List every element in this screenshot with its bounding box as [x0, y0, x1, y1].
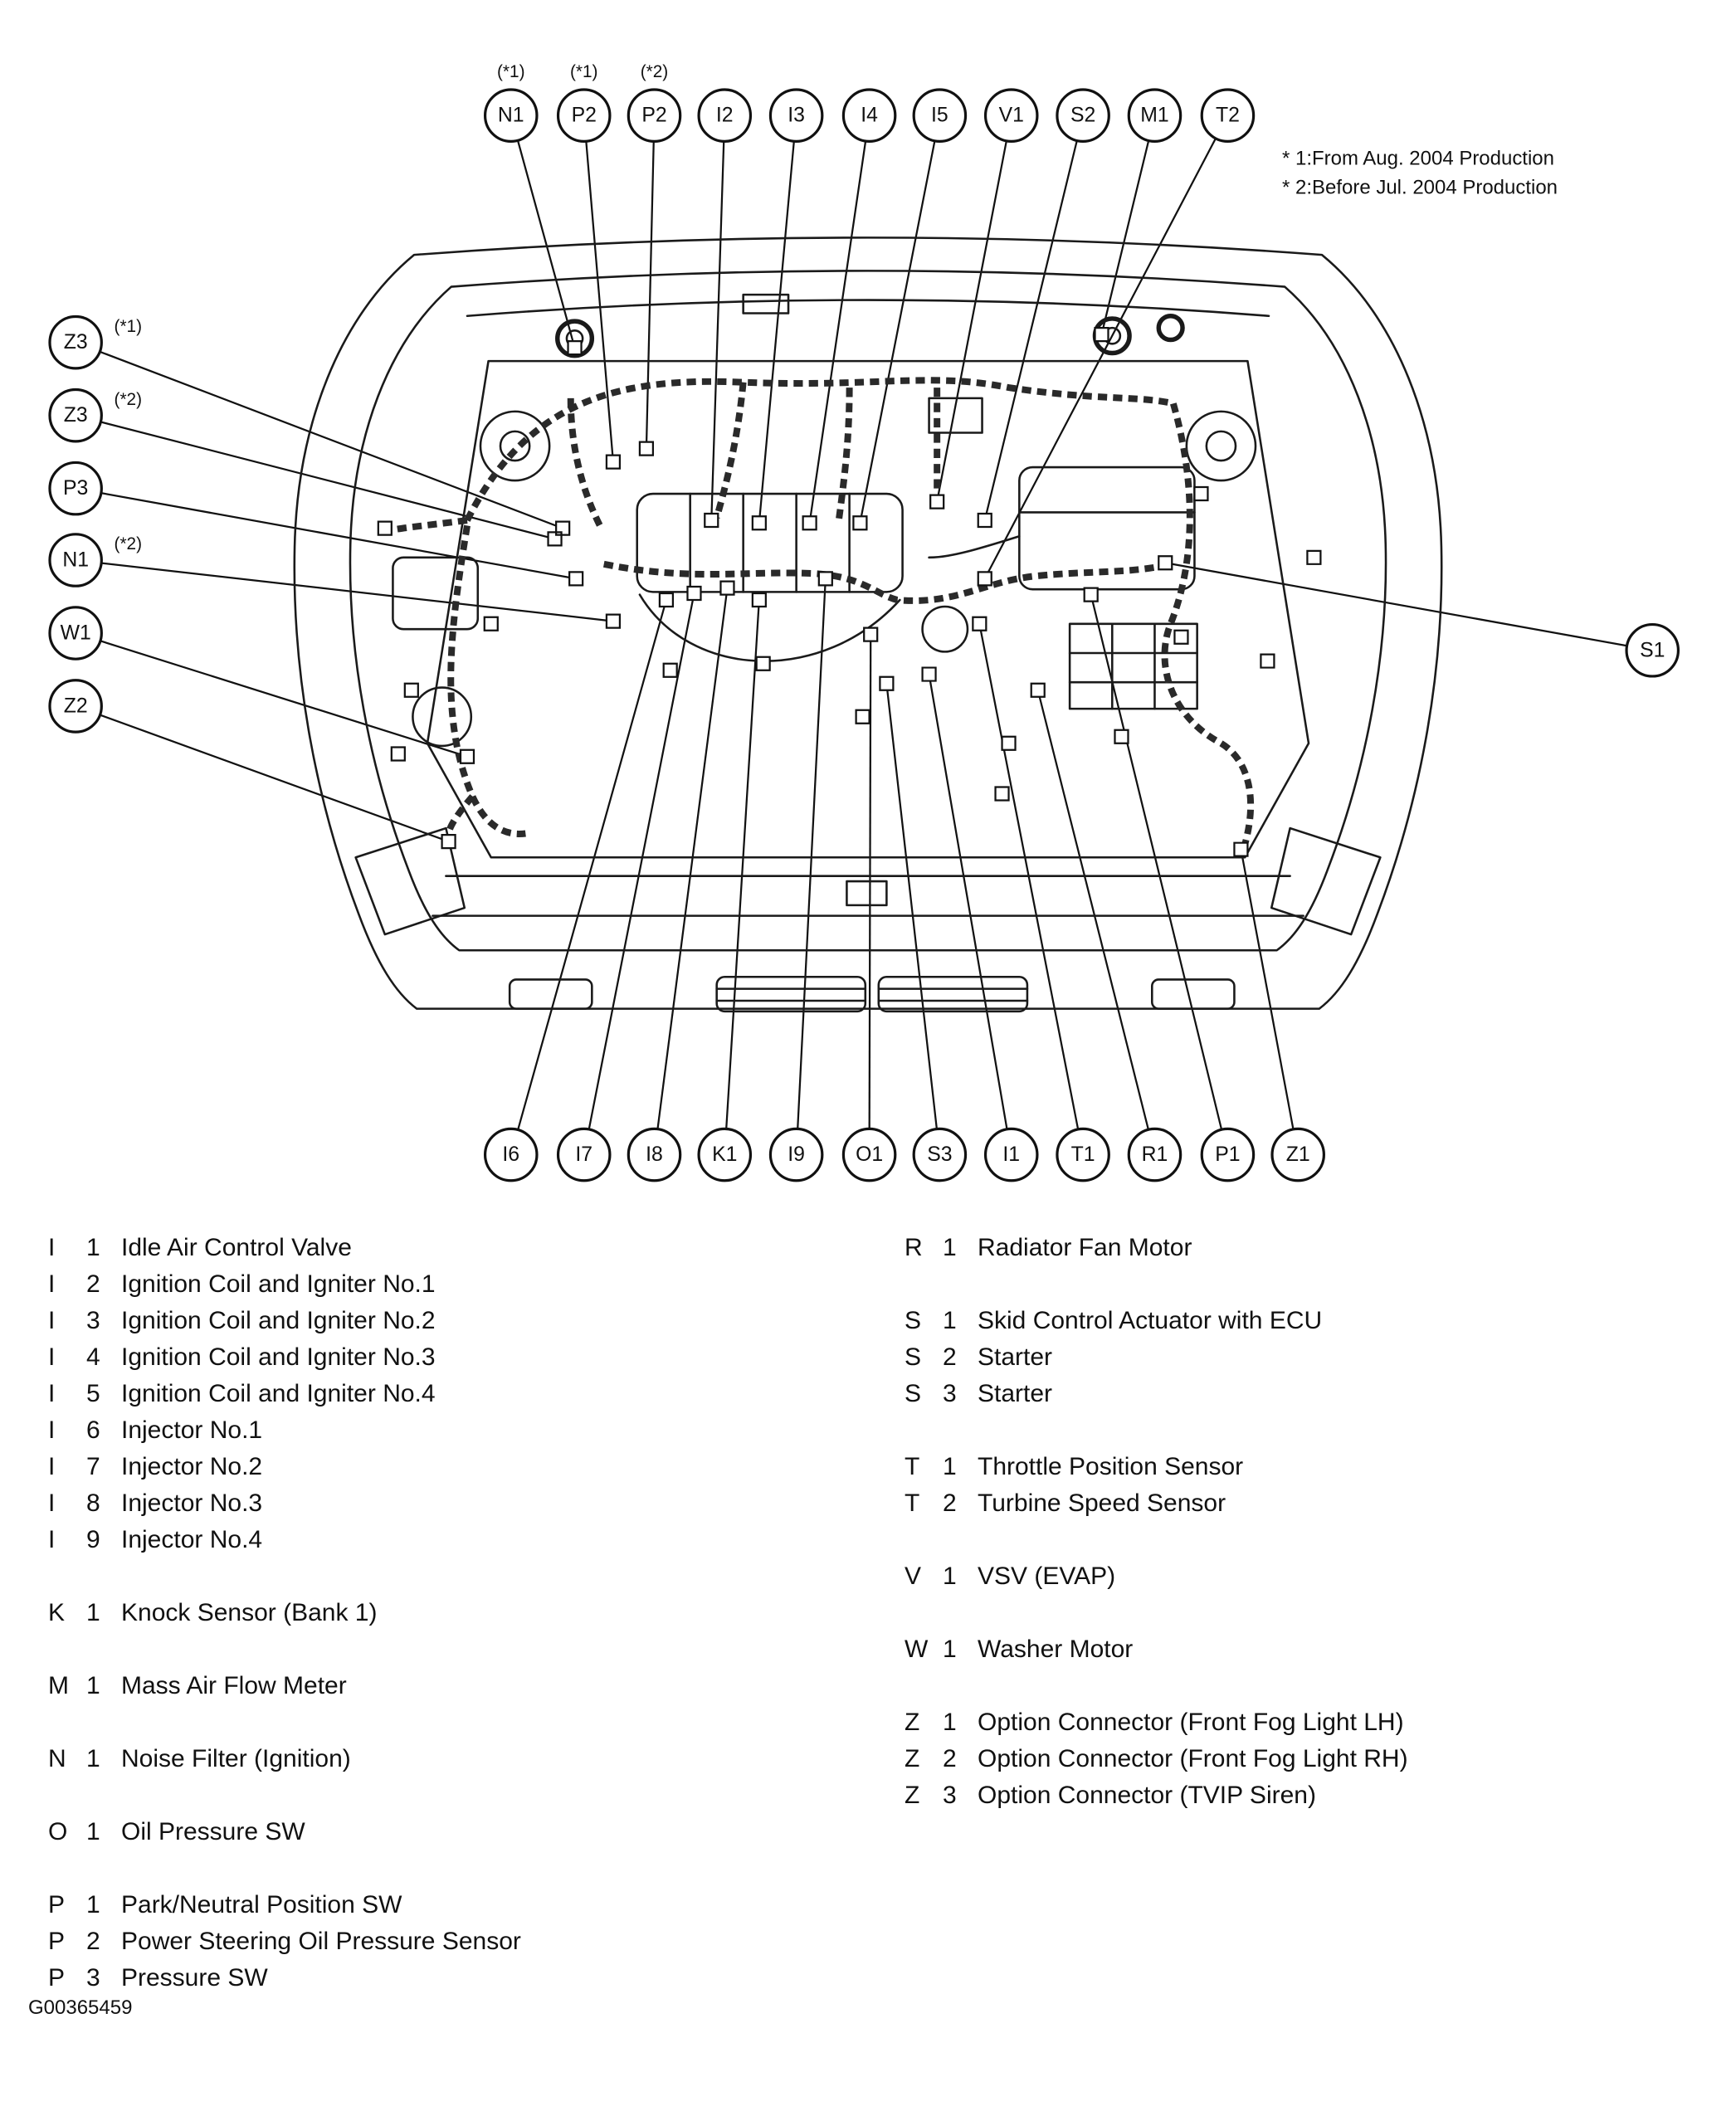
callout-bottom-i1 — [986, 1129, 1037, 1180]
legend-letter: I — [48, 1416, 56, 1444]
callout-label: N1 — [497, 104, 524, 127]
legend-desc: Throttle Position Sensor — [978, 1453, 1244, 1480]
production-note-2: * 2:Before Jul. 2004 Production — [1282, 176, 1558, 199]
callout-label: Z2 — [63, 695, 88, 718]
callout-label: M1 — [1140, 104, 1169, 127]
legend-letter: I — [48, 1343, 56, 1371]
callout-bottom-p1 — [1202, 1129, 1253, 1180]
legend-letter: S — [905, 1343, 922, 1371]
callout-label: P2 — [641, 104, 667, 127]
legend-letter: S — [905, 1307, 922, 1334]
callout-label: P2 — [571, 104, 597, 127]
legend-desc: Option Connector (Front Fog Light LH) — [978, 1709, 1404, 1736]
legend-letter: Z — [905, 1709, 920, 1736]
callout-note: (*2) — [114, 534, 143, 554]
callout-label: T1 — [1070, 1143, 1095, 1167]
legend-letter: M — [48, 1672, 69, 1699]
legend-desc: Injector No.4 — [121, 1526, 263, 1553]
legend-column-right — [905, 1230, 1701, 1814]
legend-desc: Ignition Coil and Igniter No.3 — [121, 1343, 436, 1371]
legend-item — [48, 1485, 861, 1522]
callout-label: P1 — [1215, 1143, 1241, 1167]
legend-group-gap — [48, 1850, 861, 1887]
callout-left-z3-b — [50, 389, 142, 441]
callout-left-n1 — [50, 534, 142, 586]
callout-label: N1 — [62, 548, 90, 572]
legend-desc: Pressure SW — [121, 1964, 268, 1992]
legend-item — [905, 1631, 1701, 1668]
legend-desc: Oil Pressure SW — [121, 1818, 305, 1845]
legend-number: 8 — [86, 1489, 100, 1517]
legend-number: 1 — [943, 1453, 957, 1480]
legend-letter: I — [48, 1453, 56, 1480]
callout-note: (*2) — [640, 61, 669, 81]
legend-desc: Option Connector (TVIP Siren) — [978, 1782, 1316, 1809]
legend-desc: Idle Air Control Valve — [121, 1234, 352, 1261]
legend-item — [905, 1303, 1701, 1339]
legend-number: 6 — [86, 1416, 100, 1444]
callout-label: T2 — [1215, 104, 1240, 127]
legend-item — [48, 1449, 861, 1485]
callout-label: I5 — [931, 104, 948, 127]
legend-desc: VSV (EVAP) — [978, 1563, 1116, 1590]
engine-bay-illustration — [295, 237, 1441, 1011]
legend-desc: Knock Sensor (Bank 1) — [121, 1599, 378, 1626]
legend-group-gap — [905, 1412, 1701, 1449]
legend-desc: Starter — [978, 1380, 1053, 1407]
legend-number: 3 — [86, 1964, 100, 1992]
callout-label: Z3 — [63, 404, 88, 427]
legend-number: 1 — [943, 1563, 957, 1590]
callout-left-z3-a — [50, 317, 142, 368]
legend-desc: Ignition Coil and Igniter No.2 — [121, 1307, 436, 1334]
callout-label: I7 — [575, 1143, 593, 1167]
callout-top-i5 — [914, 90, 965, 141]
legend-desc: Option Connector (Front Fog Light RH) — [978, 1745, 1408, 1772]
figure-id: G00365459 — [28, 1996, 133, 2019]
legend-item — [905, 1449, 1701, 1485]
legend-number: 3 — [943, 1380, 957, 1407]
legend-number: 1 — [943, 1709, 957, 1736]
legend-number: 1 — [943, 1636, 957, 1663]
callout-top-v1 — [986, 90, 1037, 141]
production-note-1: * 1:From Aug. 2004 Production — [1282, 147, 1554, 170]
callout-bottom-i8 — [628, 1129, 680, 1180]
callout-label: S1 — [1640, 639, 1665, 662]
legend-number: 1 — [86, 1891, 100, 1918]
legend-letter: I — [48, 1380, 56, 1407]
callout-bottom-t1 — [1057, 1129, 1109, 1180]
callout-label: I3 — [788, 104, 805, 127]
callout-bottom-i6 — [485, 1129, 537, 1180]
callout-top-n1 — [485, 62, 537, 142]
legend-number: 1 — [943, 1234, 957, 1261]
legend-letter: K — [48, 1599, 66, 1626]
legend-letter: P — [48, 1964, 66, 1992]
legend-letter: P — [48, 1891, 66, 1918]
callout-label: P3 — [63, 477, 89, 500]
callout-bottom-k1 — [699, 1129, 750, 1180]
legend-letter: I — [48, 1270, 56, 1298]
callout-note: (*1) — [114, 316, 143, 336]
legend-group-gap — [905, 1522, 1701, 1558]
legend-letter: I — [48, 1307, 56, 1334]
callout-top-m1 — [1129, 90, 1180, 141]
legend-item — [48, 1522, 861, 1558]
legend-desc: Starter — [978, 1343, 1053, 1371]
legend-item — [905, 1230, 1701, 1266]
callout-bottom-r1 — [1129, 1129, 1180, 1180]
callout-top-i2 — [699, 90, 750, 141]
callout-bottom-i7 — [558, 1129, 610, 1180]
legend-column-left — [48, 1230, 861, 1996]
callout-label: S3 — [927, 1143, 953, 1167]
legend-item — [48, 1303, 861, 1339]
legend-desc: Turbine Speed Sensor — [978, 1489, 1226, 1517]
legend-item — [905, 1777, 1701, 1814]
callout-bottom-s3 — [914, 1129, 965, 1180]
legend-number: 1 — [86, 1234, 100, 1261]
legend-item — [905, 1376, 1701, 1412]
callout-note: (*2) — [114, 389, 143, 409]
callout-note: (*1) — [497, 61, 525, 81]
legend-desc: Injector No.2 — [121, 1453, 263, 1480]
legend-letter: V — [905, 1563, 922, 1590]
legend — [0, 1230, 1736, 2043]
legend-number: 1 — [86, 1672, 100, 1699]
callout-label: I9 — [788, 1143, 805, 1167]
legend-item — [48, 1923, 861, 1960]
legend-item — [48, 1741, 861, 1777]
legend-letter: R — [905, 1234, 923, 1261]
legend-letter: T — [905, 1489, 920, 1517]
legend-item — [905, 1339, 1701, 1376]
callout-top-i3 — [770, 90, 822, 141]
legend-number: 1 — [943, 1307, 957, 1334]
legend-number: 1 — [86, 1745, 100, 1772]
legend-desc: Ignition Coil and Igniter No.1 — [121, 1270, 436, 1298]
legend-item — [48, 1595, 861, 1631]
legend-desc: Noise Filter (Ignition) — [121, 1745, 351, 1772]
callout-label: Z3 — [63, 331, 88, 354]
legend-letter: Z — [905, 1782, 920, 1809]
legend-group-gap — [48, 1631, 861, 1668]
legend-number: 3 — [943, 1782, 957, 1809]
legend-desc: Injector No.3 — [121, 1489, 263, 1517]
legend-number: 7 — [86, 1453, 100, 1480]
legend-letter: T — [905, 1453, 920, 1480]
legend-group-gap — [905, 1668, 1701, 1704]
legend-number: 2 — [943, 1745, 957, 1772]
legend-letter: Z — [905, 1745, 920, 1772]
legend-desc: Injector No.1 — [121, 1416, 263, 1444]
legend-number: 4 — [86, 1343, 100, 1371]
legend-item — [48, 1814, 861, 1850]
legend-group-gap — [48, 1704, 861, 1741]
legend-letter: W — [905, 1636, 929, 1663]
callout-bottom-z1 — [1272, 1129, 1324, 1180]
legend-number: 2 — [86, 1928, 100, 1955]
legend-item — [48, 1339, 861, 1376]
callout-top-p2-b — [628, 62, 680, 142]
callout-top-s2 — [1057, 90, 1109, 141]
legend-item — [48, 1376, 861, 1412]
legend-item — [905, 1704, 1701, 1741]
legend-number: 2 — [943, 1489, 957, 1517]
callout-bottom-o1 — [843, 1129, 895, 1180]
callout-label: S2 — [1070, 104, 1096, 127]
callout-label: V1 — [998, 104, 1024, 127]
callout-label: O1 — [856, 1143, 884, 1167]
callout-label: K1 — [712, 1143, 738, 1167]
legend-item — [905, 1558, 1701, 1595]
legend-item — [48, 1412, 861, 1449]
legend-desc: Ignition Coil and Igniter No.4 — [121, 1380, 436, 1407]
legend-letter: O — [48, 1818, 68, 1845]
callout-top-p2-a — [558, 62, 610, 142]
legend-item — [48, 1266, 861, 1303]
legend-number: 2 — [943, 1343, 957, 1371]
legend-number: 1 — [86, 1818, 100, 1845]
legend-number: 5 — [86, 1380, 100, 1407]
callout-top-i4 — [843, 90, 895, 141]
callout-right-s1 — [1626, 625, 1678, 676]
legend-item — [48, 1668, 861, 1704]
legend-number: 1 — [86, 1599, 100, 1626]
callout-bottom-i9 — [770, 1129, 822, 1180]
legend-letter: I — [48, 1489, 56, 1517]
callout-left-z2 — [50, 680, 101, 732]
legend-number: 9 — [86, 1526, 100, 1553]
legend-group-gap — [48, 1558, 861, 1595]
legend-number: 3 — [86, 1307, 100, 1334]
callout-label: I4 — [861, 104, 878, 127]
legend-group-gap — [905, 1266, 1701, 1303]
callout-label: R1 — [1141, 1143, 1168, 1167]
legend-letter: P — [48, 1928, 66, 1955]
legend-desc: Power Steering Oil Pressure Sensor — [121, 1928, 521, 1955]
legend-group-gap — [48, 1777, 861, 1814]
legend-desc: Washer Motor — [978, 1636, 1134, 1663]
legend-letter: N — [48, 1745, 66, 1772]
legend-desc: Radiator Fan Motor — [978, 1234, 1192, 1261]
callout-label: W1 — [60, 622, 91, 645]
callout-label: I6 — [502, 1143, 520, 1167]
legend-number: 2 — [86, 1270, 100, 1298]
legend-letter: S — [905, 1380, 922, 1407]
legend-letter: I — [48, 1234, 56, 1261]
legend-item — [905, 1741, 1701, 1777]
legend-item — [48, 1230, 861, 1266]
callout-label: I8 — [646, 1143, 663, 1167]
legend-item — [48, 1960, 861, 1996]
callout-left-w1 — [50, 607, 101, 659]
callout-label: I2 — [715, 104, 734, 127]
legend-desc: Skid Control Actuator with ECU — [978, 1307, 1323, 1334]
legend-item — [48, 1887, 861, 1923]
callout-label: I1 — [1002, 1143, 1021, 1167]
legend-desc: Mass Air Flow Meter — [121, 1672, 347, 1699]
legend-letter: I — [48, 1526, 56, 1553]
legend-group-gap — [905, 1595, 1701, 1631]
legend-item — [905, 1485, 1701, 1522]
callout-left-p3 — [50, 462, 101, 514]
callout-top-t2 — [1202, 90, 1253, 141]
callout-note: (*1) — [569, 61, 598, 81]
callout-label: Z1 — [1285, 1143, 1310, 1167]
legend-desc: Park/Neutral Position SW — [121, 1891, 402, 1918]
